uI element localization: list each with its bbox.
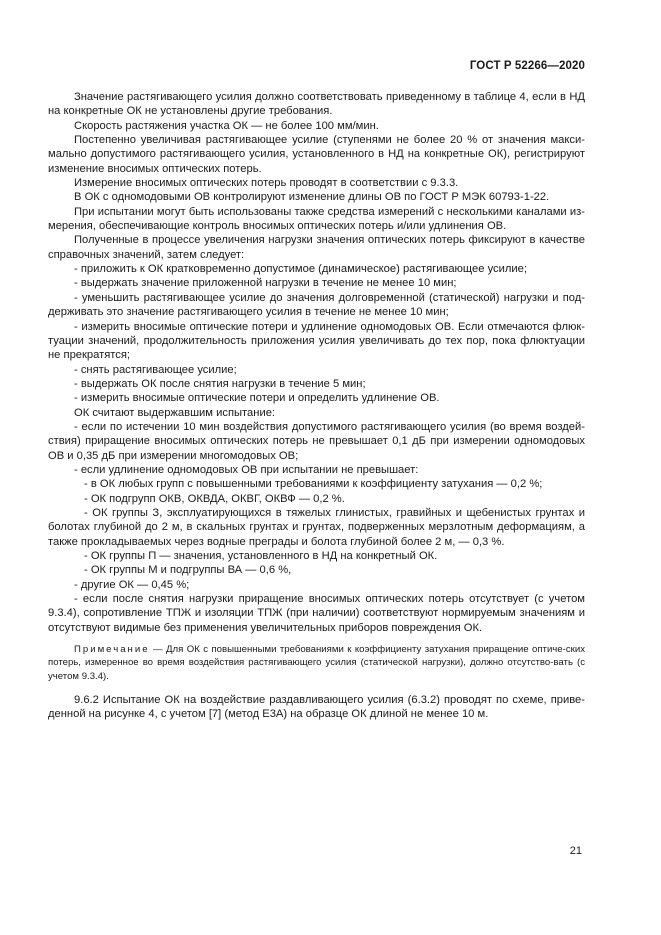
sub-list-item: - ОК группы З, эксплуатирующихся в тяжелых глинистых, гравийных и щебенистых грунтах и болотах глубиной до 2 м, в скальных грунтах и грунтах, подверженных мерзлотным деформациям, а также прокладываемых через водные преграды и болота глубиной более 2 м, — 0,3 %. xyxy=(48,506,585,548)
page-body xyxy=(48,90,585,721)
paragraph: В ОК с одномодовыми ОВ контролируют изменение длины ОВ по ГОСТ Р МЭК 60793-1-22. xyxy=(74,191,550,204)
list-item: - измерить вносимые оптические потери и определить удлинение ОВ. xyxy=(74,392,440,405)
paragraph: Значение растягивающего усилия должно соответствовать приведенному в таблице 4, если в НД на конкретные ОК не установлены другие требования. xyxy=(48,91,585,118)
list-item: - снять растягивающее усилие; xyxy=(74,363,237,376)
list-item: - если по истечении 10 мин воздействия допустимого растягивающего усилия (во время воздей-ствия) приращение вносимых оптических потерь не превышает 0,1 дБ при измерении одномодовых ОВ и 0,35 дБ при измерении многомодовых ОВ; xyxy=(48,420,585,462)
list-item: - если удлинение одномодовых ОВ при испытании не превышает: xyxy=(74,463,419,476)
note-label: Примечание xyxy=(74,644,150,656)
list-item: - уменьшить растягивающее усилие до значения долговременной (статической) нагрузки и под-держивать это значение растягивающего усилия в течение не менее 10 мин; xyxy=(48,291,585,319)
note-text: — Для ОК с повышенными требованиями к коэффициенту затухания приращение оптиче-ских потерь, измеренное во время воздействия растягивающего усилия (статической нагрузки), должно отсутство-вать (с учетом 9.3.4). xyxy=(48,644,585,682)
page-number: 21 xyxy=(569,845,582,857)
paragraph: Постепенно увеличивая растягивающее усилие (ступенями не более 20 % от значения макси-мально допустимого растягивающего усилия, установленного в НД на конкретные ОК), регистрируют изменение вносимых оптических потерь. xyxy=(48,134,585,175)
sub-list-item: - ОК подгрупп ОКВ, ОКВДА, ОКВГ, ОКВФ — 0,2 %. xyxy=(84,492,345,505)
list-item: - выдержать ОК после снятия нагрузки в течение 5 мин; xyxy=(74,377,366,390)
list-item: - если после снятия нагрузки приращение вносимых оптических потерь отсутствует (с учетом 9.3.4), сопротивление ТПЖ и изоляции ТПЖ (при наличии) соответствуют нормируемым значениям и отсутствуют видимые без применения увеличительных приборов повреждения ОК. xyxy=(48,593,585,634)
standard-header: ГОСТ Р 52266—2020 xyxy=(469,60,585,72)
paragraph: При испытании могут быть использованы также средства измерений с несколькими каналами из-мерения, обеспечивающие контроль вносимых оптических потерь и/или удлинения ОВ. xyxy=(48,205,585,233)
list-item: - другие ОК — 0,45 %; xyxy=(74,578,190,591)
paragraph: Полученные в процессе увеличения нагрузки значения оптических потерь фиксируют в качестве справочных значений, затем следует: xyxy=(48,234,585,261)
list-item: - приложить к ОК кратковременно допустимое (динамическое) растягивающее усилие; xyxy=(74,263,527,276)
paragraph: Измерение вносимых оптических потерь проводят в соответствии с 9.3.3. xyxy=(74,177,459,190)
paragraph: Скорость растяжения участка ОК — не более 100 мм/мин. xyxy=(74,119,379,132)
sub-list-item: - ОК группы П — значения, установленного в НД на конкретный ОК. xyxy=(84,550,438,562)
sub-list-item: - в ОК любых групп с повышенными требованиями к коэффициенту затухания — 0,2 %; xyxy=(84,478,543,491)
list-item: - выдержать значение приложенной нагрузки в течение не менее 10 мин; xyxy=(74,277,457,290)
paragraph: ОК считают выдержавшим испытание: xyxy=(74,406,276,419)
section-9-6-2: 9.6.2 Испытание ОК на воздействие раздавливающего усилия (6.3.2) проводят по схеме, приве-денной на рисунке 4, с учетом [7] (метод E3A) на образце ОК длиной не менее 10 м. xyxy=(48,693,585,720)
note xyxy=(48,643,585,683)
sub-list-item: - ОК группы М и подгруппы ВА — 0,6 %, xyxy=(84,564,292,577)
list-item: - измерить вносимые оптические потери и удлинение одномодовых ОВ. Если отмечаются флюк-туации значений, продолжительность приложения усилия увеличивать до тех пор, пока флюктуации не прекратятся; xyxy=(48,320,585,362)
